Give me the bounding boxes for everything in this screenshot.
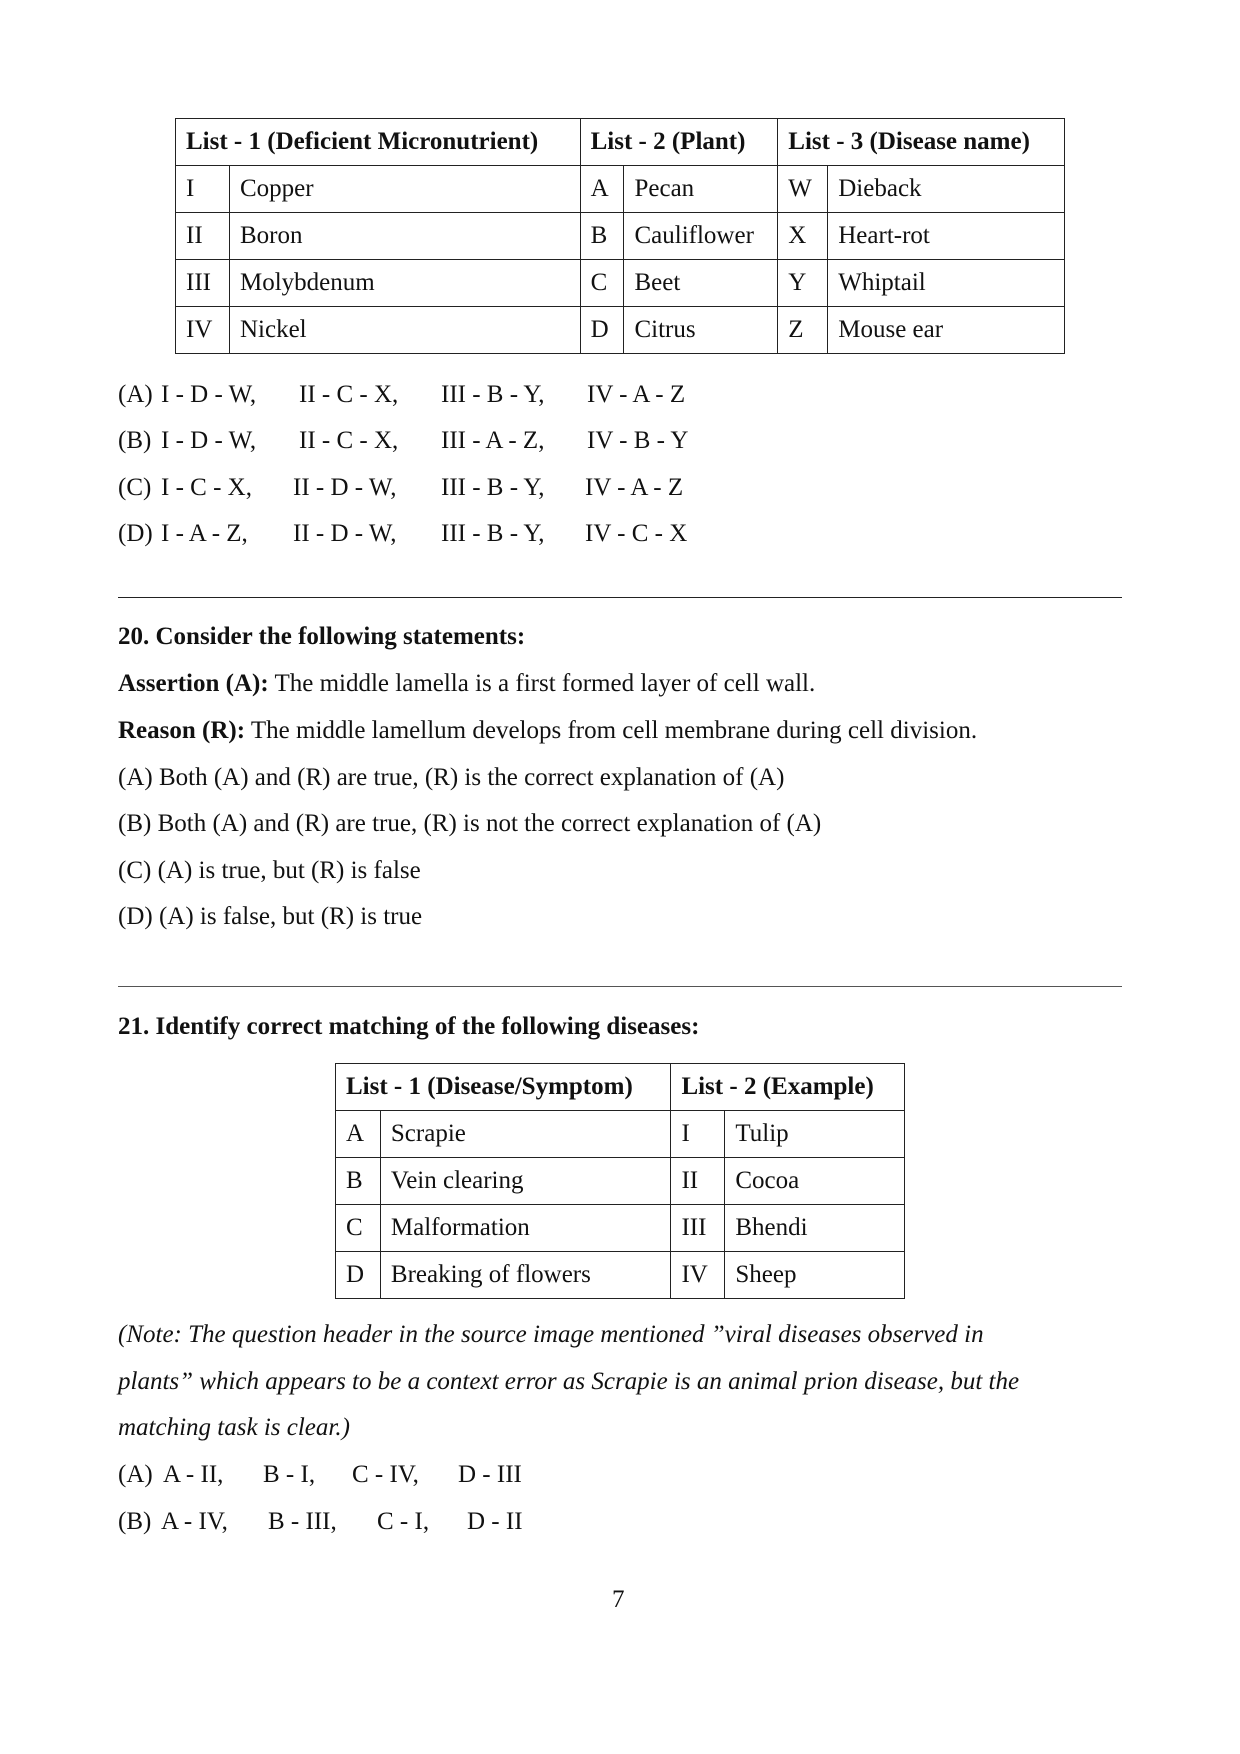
q19-option-b[interactable]: [118, 426, 818, 456]
q21-title: 21. Identify correct matching of the following diseases:: [118, 1013, 700, 1040]
option-label: (D): [118, 520, 153, 547]
list1-key: C: [336, 1205, 381, 1252]
match-part: IV - A - Z: [587, 381, 686, 408]
q21-option-a[interactable]: [118, 1460, 618, 1490]
match-part: I - A - Z,: [161, 520, 248, 547]
page-number: 7: [612, 1586, 625, 1613]
section-divider: [118, 597, 1122, 598]
table-row: [336, 1205, 905, 1252]
list1-value: Nickel: [229, 307, 580, 354]
q20-option-a[interactable]: (A) Both (A) and (R) are true, (R) is the correct explanation of (A): [118, 764, 785, 791]
q21-note-line: (Note: The question header in the source image mentioned ”viral diseases observed in: [118, 1321, 984, 1348]
match-part: I - D - W,: [161, 381, 257, 408]
list1-key: II: [176, 213, 230, 260]
list1-value: Copper: [229, 166, 580, 213]
header-list-1: List - 1 (Deficient Micronutrient): [176, 119, 581, 166]
q20-option-d[interactable]: (D) (A) is false, but (R) is true: [118, 903, 423, 930]
list3-key: X: [778, 213, 828, 260]
match-part: IV - C - X: [585, 520, 688, 547]
q20-assertion: [118, 669, 815, 699]
list1-value: Molybdenum: [229, 260, 580, 307]
list3-value: Heart-rot: [828, 213, 1065, 260]
option-label: (C): [118, 474, 152, 501]
table-header-row: [176, 119, 1065, 166]
table-row: [176, 166, 1065, 213]
match-part: III - B - Y,: [441, 520, 545, 547]
header-list-2: List - 2 (Plant): [580, 119, 778, 166]
list3-value: Mouse ear: [828, 307, 1065, 354]
q19-match-table: [175, 118, 1065, 354]
q21-option-b[interactable]: [118, 1507, 618, 1537]
match-part: D - III: [458, 1461, 522, 1488]
list2-value: Pecan: [624, 166, 778, 213]
q21-note-line: plants” which appears to be a context error as Scrapie is an animal prion disease, but the: [118, 1368, 1020, 1395]
list2-key: A: [580, 166, 624, 213]
assertion-label: Assertion (A):: [118, 670, 269, 697]
option-label: (B): [118, 427, 152, 454]
list1-value: Vein clearing: [380, 1158, 671, 1205]
list2-value: Sheep: [725, 1252, 905, 1299]
list1-key: B: [336, 1158, 381, 1205]
match-part: IV - A - Z: [585, 474, 684, 501]
match-part: B - I,: [263, 1461, 316, 1488]
reason-label: Reason (R):: [118, 717, 246, 744]
q20-reason: [118, 716, 977, 746]
q21-note-line: matching task is clear.): [118, 1414, 350, 1441]
list1-value: Malformation: [380, 1205, 671, 1252]
list2-value: Citrus: [624, 307, 778, 354]
match-part: II - C - X,: [299, 381, 399, 408]
list2-value: Beet: [624, 260, 778, 307]
list3-key: Z: [778, 307, 828, 354]
list2-key: C: [580, 260, 624, 307]
list1-key: I: [176, 166, 230, 213]
list2-key: B: [580, 213, 624, 260]
table-row: [336, 1111, 905, 1158]
table-header-row: [336, 1064, 905, 1111]
match-part: III - B - Y,: [441, 474, 545, 501]
header-list-1: List - 1 (Disease/Symptom): [336, 1064, 671, 1111]
match-part: I - D - W,: [161, 427, 257, 454]
list3-key: Y: [778, 260, 828, 307]
table-row: [336, 1252, 905, 1299]
table-row: [176, 260, 1065, 307]
match-part: C - I,: [377, 1508, 430, 1535]
match-part: III - B - Y,: [441, 381, 545, 408]
header-list-3: List - 3 (Disease name): [778, 119, 1065, 166]
match-part: I - C - X,: [161, 474, 252, 501]
list2-key: II: [671, 1158, 725, 1205]
match-part: D - II: [467, 1508, 523, 1535]
list1-key: IV: [176, 307, 230, 354]
list1-key: A: [336, 1111, 381, 1158]
list2-key: D: [580, 307, 624, 354]
q19-option-c[interactable]: [118, 473, 818, 503]
option-label: (B): [118, 1508, 152, 1535]
table-row: [176, 213, 1065, 260]
list1-key: D: [336, 1252, 381, 1299]
list2-key: IV: [671, 1252, 725, 1299]
header-list-2: List - 2 (Example): [671, 1064, 905, 1111]
table-row: [176, 307, 1065, 354]
option-label: (A): [118, 1461, 153, 1488]
match-part: II - C - X,: [299, 427, 399, 454]
match-part: A - II,: [163, 1461, 224, 1488]
q19-option-d[interactable]: [118, 519, 818, 549]
list3-value: Whiptail: [828, 260, 1065, 307]
q20-option-c[interactable]: (C) (A) is true, but (R) is false: [118, 857, 421, 884]
option-label: (A): [118, 381, 153, 408]
list3-key: W: [778, 166, 828, 213]
list3-value: Dieback: [828, 166, 1065, 213]
list1-value: Scrapie: [380, 1111, 671, 1158]
match-part: II - D - W,: [293, 474, 397, 501]
q19-option-a[interactable]: [118, 380, 818, 410]
list1-key: III: [176, 260, 230, 307]
list2-key: III: [671, 1205, 725, 1252]
table-row: [336, 1158, 905, 1205]
match-part: C - IV,: [352, 1461, 419, 1488]
match-part: IV - B - Y: [587, 427, 689, 454]
match-part: A - IV,: [161, 1508, 228, 1535]
list2-value: Cauliflower: [624, 213, 778, 260]
section-divider: [118, 986, 1122, 987]
match-part: III - A - Z,: [441, 427, 545, 454]
reason-text: The middle lamellum develops from cell membrane during cell division.: [245, 717, 978, 744]
q20-option-b[interactable]: (B) Both (A) and (R) are true, (R) is not the correct explanation of (A): [118, 810, 822, 837]
match-part: II - D - W,: [293, 520, 397, 547]
match-part: B - III,: [268, 1508, 337, 1535]
list2-value: Cocoa: [725, 1158, 905, 1205]
list2-key: I: [671, 1111, 725, 1158]
assertion-text: The middle lamella is a first formed layer of cell wall.: [268, 670, 816, 697]
list2-value: Bhendi: [725, 1205, 905, 1252]
list2-value: Tulip: [725, 1111, 905, 1158]
q21-match-table: [335, 1063, 905, 1299]
q20-title: 20. Consider the following statements:: [118, 623, 526, 650]
list1-value: Boron: [229, 213, 580, 260]
list1-value: Breaking of flowers: [380, 1252, 671, 1299]
